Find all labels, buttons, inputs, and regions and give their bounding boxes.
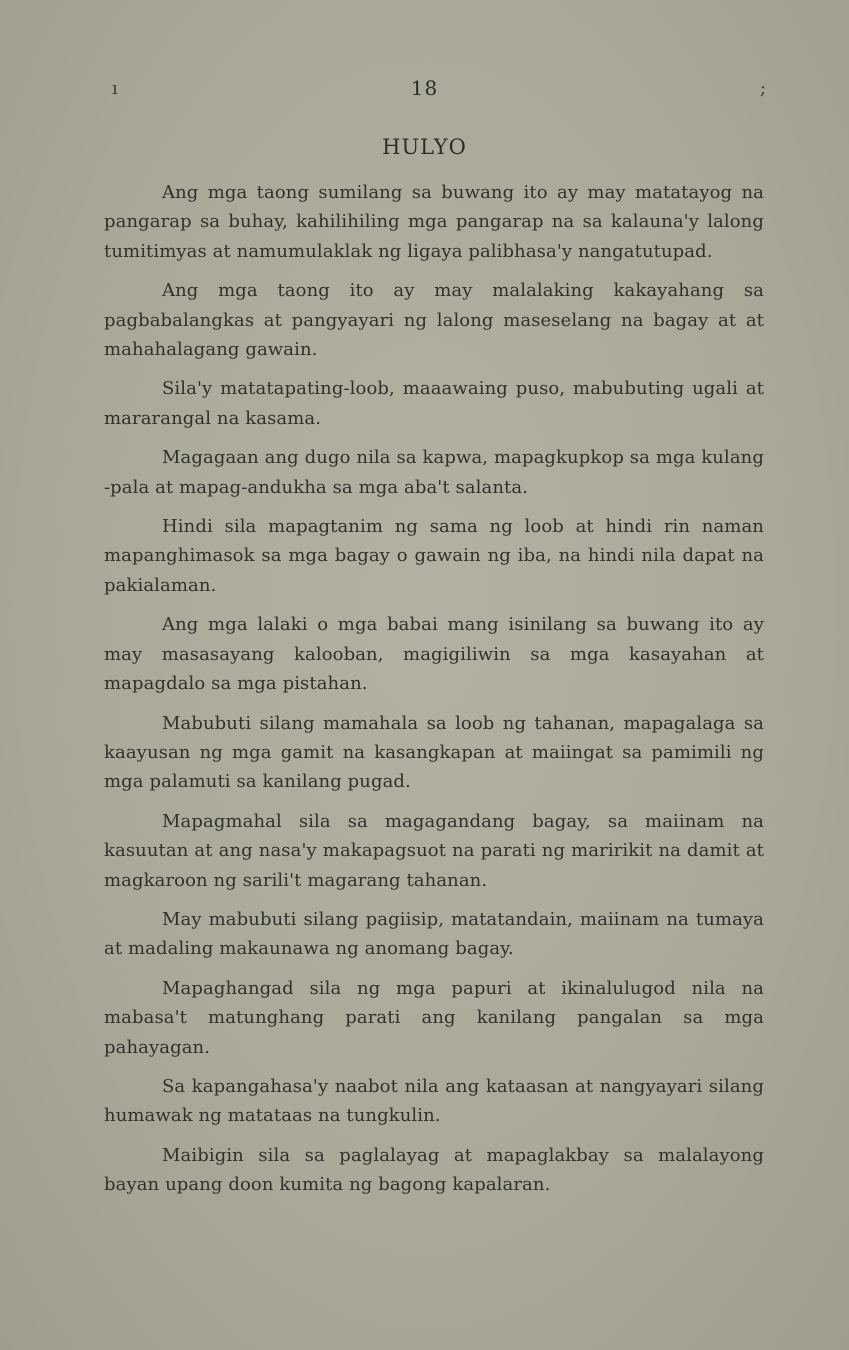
paragraph: Mabubuti silang mamahala sa loob ng tahanan, mapagalaga sa kaayusan ng mga gamit na kasangkapan at maiingat sa pamimili ng mga palamuti sa kanilang pugad. [104,712,764,793]
margin-mark: ı [112,78,118,99]
paragraph: Ang mga taong sumilang sa buwang ito ay may matatayog na pangarap sa buhay, kahilihiling mga pangarap na sa kalauna'y lalong tumitimyas at namumulaklak ng ligaya palibhasa'y nangatutupad. [104,182,764,262]
chapter-title: HULYO [382,135,467,159]
body-text [104,178,764,1210]
paragraph: Sa kapangahasa'y naabot nila ang kataasan at nangyayari silang humawak ng matataas na tungkulin. [104,1075,764,1127]
paragraph: Mapagmahal sila sa magagandang bagay, sa maiinam na kasuutan at ang nasa'y makapagsuot na parati ng maririkit na damit at magkaroon ng sarili't magarang tahanan. [104,810,764,891]
paragraph: Magagaan ang dugo nila sa kapwa, mapagkupkop sa mga kulang -pala at mapag-andukha sa mga aba't salanta. [104,447,764,498]
paragraph: Ang mga taong ito ay may malalaking kakayahang sa pagbabalangkas at pangyayari ng lalong maseselang na bagay at at mahahalagang gawain. [104,280,764,361]
paragraph: Mapaghangad sila ng mga papuri at ikinalulugod nila na mabasa't matunghang parati ang kanilang pangalan sa mga pahayagan. [104,977,764,1058]
paragraph: Ang mga lalaki o mga babai mang isinilang sa buwang ito ay may masasayang kalooban, magigiliwin sa mga kasayahan at mapagdalo sa mga pistahan. [104,614,764,695]
paragraph: May mabubuti silang pagiisip, matatandain, maiinam na tumaya at madaling makaunawa ng anomang bagay. [104,908,764,960]
paragraph: Hindi sila mapagtanim ng sama ng loob at hindi rin naman mapanghimasok sa mga bagay o gawain ng iba, na hindi nila dapat na pakialaman. [104,516,764,596]
paragraph: Maibigin sila sa paglalayag at mapaglakbay sa malalayong bayan upang doon kumita ng bagong kapalaran. [104,1144,764,1196]
page-number: 18 [410,76,439,100]
paragraph: Sila'y matatapating-loob, maaawaing puso, mabubuting ugali at mararangal na kasama. [104,378,764,429]
margin-mark: ; [760,78,767,99]
